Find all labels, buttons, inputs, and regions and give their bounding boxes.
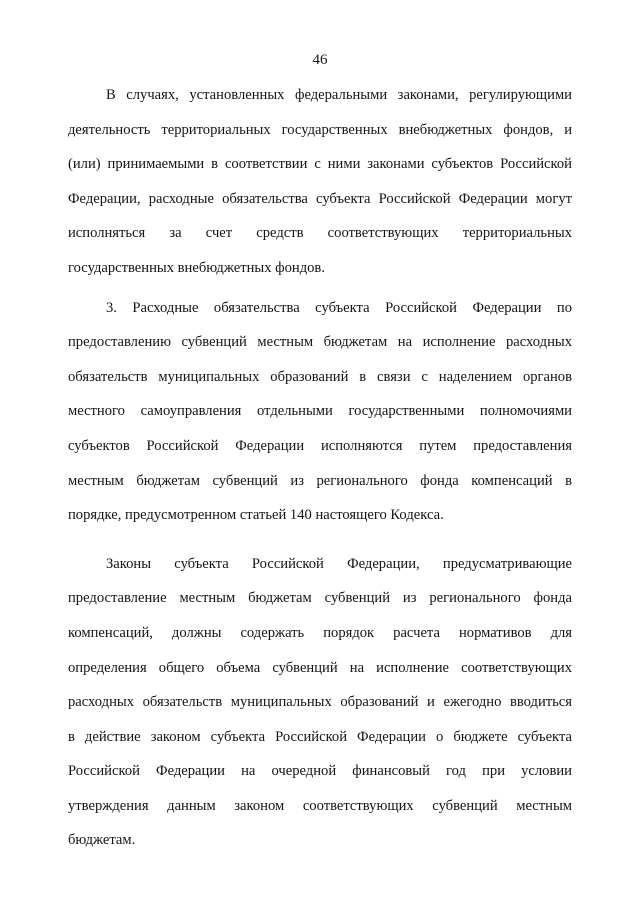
paragraph-line: утверждения данным законом соответствующих субвенций местным xyxy=(68,797,572,814)
paragraph-line: исполняться за счет средств соответствующих территориальных xyxy=(68,225,572,242)
body-text xyxy=(68,83,572,863)
paragraph-line: расходных обязательств муниципальных образований и ежегодно вводиться xyxy=(68,694,572,711)
paragraph-line: местного самоуправления отдельными государственными полномочиями xyxy=(68,403,572,420)
paragraph-line: государственных внебюджетных фондов. xyxy=(68,259,325,276)
paragraph-line: Российской Федерации на очередной финансовый год при условии xyxy=(68,763,572,780)
paragraph-line: компенсаций, должны содержать порядок расчета нормативов для xyxy=(68,624,572,641)
paragraph-3 xyxy=(68,552,572,863)
paragraph-line: субъектов Российской Федерации исполняются путем предоставления xyxy=(68,437,572,454)
paragraph-line: в действие законом субъекта Российской Федерации о бюджете субъекта xyxy=(68,728,572,745)
paragraph-line: обязательств муниципальных образований в связи с наделением органов xyxy=(68,368,572,385)
paragraph-line: местным бюджетам субвенций из регионального фонда компенсаций в xyxy=(68,472,572,489)
paragraph-line: (или) принимаемыми в соответствии с ними законами субъектов Российской xyxy=(68,156,572,173)
page-number: 46 xyxy=(312,52,328,68)
paragraph-1 xyxy=(68,83,572,291)
paragraph-line: деятельность территориальных государственных внебюджетных фондов, и xyxy=(68,121,572,138)
paragraph-line: Законы субъекта Российской Федерации, предусматривающие xyxy=(106,555,572,572)
paragraph-line: 3. Расходные обязательства субъекта Российской Федерации по xyxy=(106,299,572,316)
paragraph-line: Федерации, расходные обязательства субъекта Российской Федерации могут xyxy=(68,190,572,207)
paragraph-line: предоставление местным бюджетам субвенций из регионального фонда xyxy=(68,590,572,607)
paragraph-line: определения общего объема субвенций на исполнение соответствующих xyxy=(68,659,572,676)
paragraph-2 xyxy=(68,296,572,538)
paragraph-line: предоставлению субвенций местным бюджетам на исполнение расходных xyxy=(68,334,572,351)
paragraph-line: порядке, предусмотренном статьей 140 настоящего Кодекса. xyxy=(68,507,444,524)
paragraph-line: бюджетам. xyxy=(68,832,136,849)
paragraph-line: В случаях, установленных федеральными законами, регулирующими xyxy=(106,87,572,103)
